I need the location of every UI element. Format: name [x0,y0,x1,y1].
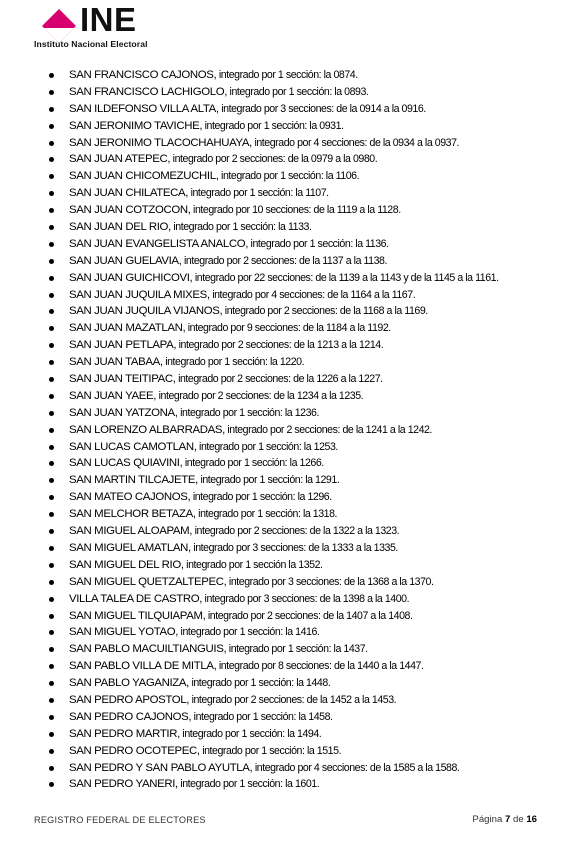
bullet-icon [49,766,54,771]
municipality-name: SAN PEDRO APOSTOL, [69,693,190,706]
list-item [46,422,566,439]
section-detail: integrado por 3 secciones: de la 1368 a la 1370. [226,575,434,588]
list-item [46,709,566,726]
municipality-name: SAN JUAN GUELAVIA, [69,254,182,267]
section-detail: integrado por 9 secciones: de la 1184 a la 1192. [185,322,391,335]
bullet-icon [49,529,54,534]
list-item [46,455,566,472]
list-item [46,236,566,253]
municipality-name: SAN LUCAS CAMOTLAN, [69,440,197,453]
section-detail: integrado por 2 secciones: de la 1213 a la 1214. [176,339,384,352]
municipality-name: SAN PEDRO Y SAN PABLO AYUTLA, [69,761,253,774]
bullet-icon [49,647,54,652]
list-item [46,506,566,523]
list-item [46,101,566,118]
bullet-icon [49,782,54,787]
list-item [46,320,566,337]
page-number [472,814,537,825]
list-item [46,726,566,743]
page-of: de [512,814,524,825]
logo-wordmark: INE [80,1,137,38]
municipality-name: SAN JUAN JUQUILA MIXES, [69,288,210,301]
list-item [46,591,566,608]
section-detail: integrado por 2 secciones: de la 1168 a la 1169. [222,305,428,318]
bullet-icon [49,90,54,95]
municipality-list [46,67,566,793]
list-item [46,168,566,185]
section-detail: integrado por 1 sección: la 1601. [177,778,320,791]
section-detail: integrado por 1 sección: la 1236. [177,406,319,419]
bullet-icon [49,664,54,669]
section-detail: integrado por 1 sección: la 0893. [227,85,369,98]
bullet-icon [49,73,54,78]
section-detail: integrado por 1 sección: la 1318. [195,508,338,521]
municipality-name: VILLA TALEA DE CASTRO, [69,592,203,605]
municipality-name: SAN PABLO YAGANIZA, [69,677,189,690]
bullet-icon [49,124,54,129]
list-item [46,287,566,304]
list-item [46,574,566,591]
page-current: 7 [504,814,511,825]
section-detail: integrado por 1 sección: la 0874. [216,69,358,81]
section-detail: integrado por 2 secciones: de la 1241 a la 1242. [224,423,432,436]
bullet-icon [49,563,54,568]
bullet-icon [49,141,54,146]
section-detail: integrado por 2 secciones: de la 1226 a la 1227. [175,373,383,386]
list-item [46,337,566,354]
section-detail: integrado por 1 sección: la 1291. [197,474,340,487]
list-item [46,202,566,219]
section-detail: integrado por 1 sección: la 1220. [162,356,305,369]
municipality-name: SAN JUAN CHICOMEZUCHIL, [69,170,219,183]
municipality-name: SAN PEDRO OCOTEPEC, [69,744,200,757]
municipality-name: SAN LUCAS QUIAVINI, [69,457,183,470]
bullet-icon [49,309,54,314]
municipality-name: SAN PABLO VILLA DE MITLA, [69,660,217,673]
list-item [46,219,566,236]
bullet-icon [49,681,54,686]
page-total: 16 [526,814,537,825]
section-detail: integrado por 1 sección: la 1266. [182,457,324,470]
list-item [46,371,566,388]
municipality-name: SAN FRANCISCO CAJONOS, [69,69,217,81]
municipality-name: SAN FRANCISCO LACHIGOLO, [69,85,228,98]
list-item [46,67,566,84]
municipality-name: SAN PABLO MACUILTIANGUIS, [69,643,227,656]
bullet-icon [49,732,54,737]
bullet-icon [49,630,54,635]
municipality-name: SAN MELCHOR BETAZA, [69,508,196,521]
bullet-icon [49,546,54,551]
bullet-icon [49,242,54,247]
logo-subtitle: Instituto Nacional Electoral [34,39,148,49]
municipality-name: SAN JUAN PETLAPA, [69,339,177,352]
list-item [46,354,566,371]
list-item [46,675,566,692]
municipality-name: SAN JUAN YAEE, [69,389,157,402]
list-item [46,489,566,506]
section-detail: integrado por 2 secciones: de la 1407 a la 1408. [205,609,413,622]
municipality-name: SAN JUAN COTZOCON, [69,204,191,217]
section-detail: integrado por 3 secciones: de la 1333 a la 1335. [190,541,398,554]
list-item [46,557,566,574]
section-detail: integrado por 2 secciones: de la 1234 a la 1235. [156,389,364,402]
bullet-icon [49,580,54,585]
municipality-name: SAN ILDEFONSO VILLA ALTA, [69,102,219,115]
municipality-name: SAN JUAN TEITIPAC, [69,373,176,386]
municipality-name: SAN JUAN DEL RIO, [69,221,171,234]
municipality-name: SAN MIGUEL TILQUIAPAM, [69,609,206,622]
list-item [46,472,566,489]
municipality-name: SAN JUAN MAZATLAN, [69,322,186,335]
section-detail: integrado por 1 sección: la 1107. [188,187,329,200]
municipality-name: SAN JERONIMO TAVICHE, [69,119,203,132]
page-word: Página [472,814,503,825]
bullet-icon [49,276,54,281]
bullet-icon [49,749,54,754]
list-item [46,523,566,540]
section-detail: integrado por 1 sección: la 1296. [190,491,332,504]
section-detail: integrado por 1 sección la 1352. [183,558,323,571]
bullet-icon [49,107,54,112]
municipality-name: SAN JUAN CHILATECA, [69,187,189,200]
section-detail: integrado por 1 sección: la 1494. [179,727,322,740]
section-detail: integrado por 2 secciones: de la 1137 a la 1138. [181,254,387,267]
bullet-icon [49,614,54,619]
municipality-name: SAN MARTIN TILCAJETE, [69,474,198,487]
municipality-name: SAN JUAN EVANGELISTA ANALCO, [69,237,249,250]
bullet-icon [49,377,54,382]
list-item [46,692,566,709]
bullet-icon [49,225,54,230]
bullet-icon [49,326,54,331]
bullet-icon [49,597,54,602]
list-item [46,641,566,658]
list-item [46,84,566,101]
municipality-name: SAN MIGUEL YOTAO, [69,626,179,639]
footer-organization: REGISTRO FEDERAL DE ELECTORES [34,815,206,825]
section-detail: integrado por 1 sección: la 1437. [226,643,368,656]
bullet-icon [49,157,54,162]
bullet-icon [49,191,54,196]
list-item [46,540,566,557]
municipality-name: SAN MIGUEL DEL RIO, [69,558,184,571]
municipality-name: SAN LORENZO ALBARRADAS, [69,423,225,436]
section-detail: integrado por 2 secciones: de la 0979 a la 0980. [170,153,378,166]
list-item [46,776,566,793]
list-item [46,439,566,456]
municipality-name: SAN JUAN JUQUILA VIJANOS, [69,305,223,318]
list-item [46,624,566,641]
bullet-icon [49,495,54,500]
section-detail: integrado por 2 secciones: de la 1452 a la 1453. [189,693,397,706]
bullet-icon [49,259,54,264]
municipality-name: SAN PEDRO MARTIR, [69,727,180,740]
section-detail: integrado por 8 secciones: de la 1440 a la 1447. [216,660,424,673]
bullet-icon [49,698,54,703]
section-detail: integrado por 1 sección: la 1136. [248,237,389,250]
section-detail: integrado por 1 sección: la 1253. [196,440,338,453]
municipality-name: SAN PEDRO YANERI, [69,778,178,791]
bullet-icon [49,445,54,450]
section-detail: integrado por 10 secciones: de la 1119 a la 1128. [190,204,401,217]
bullet-icon [49,512,54,517]
list-item [46,270,566,287]
municipality-name: SAN MIGUEL AMATLAN, [69,541,191,554]
municipality-name: SAN JUAN YATZONA, [69,406,178,419]
bullet-icon [49,411,54,416]
municipality-name: SAN PEDRO CAJONOS, [69,710,192,723]
section-detail: integrado por 1 sección: la 1458. [191,710,333,723]
bullet-icon [49,478,54,483]
list-item [46,303,566,320]
bullet-icon [49,428,54,433]
bullet-icon [49,208,54,213]
list-item [46,118,566,135]
header-logo [34,1,194,50]
municipality-name: SAN JUAN GUICHICOVI, [69,271,193,284]
section-detail: integrado por 22 secciones: de la 1139 a la 1143 y de la 1145 a la 1161. [192,271,499,284]
list-item [46,135,566,152]
list-item [46,405,566,422]
bullet-icon [49,293,54,298]
list-item [46,760,566,777]
section-detail: integrado por 4 secciones: de la 0934 a la 0937. [251,136,460,149]
list-item [46,388,566,405]
bullet-icon [49,394,54,399]
municipality-name: SAN MIGUEL ALOAPAM, [69,525,193,538]
section-detail: integrado por 1 sección: la 1515. [199,744,342,757]
section-detail: integrado por 1 sección: la 1106. [218,170,360,183]
municipality-name: SAN JUAN TABAA, [69,356,163,369]
bullet-icon [49,461,54,466]
municipality-name: SAN MATEO CAJONOS, [69,491,191,504]
list-item [46,608,566,625]
section-detail: integrado por 2 secciones: de la 1322 a la 1323. [192,525,400,538]
bullet-icon [49,174,54,179]
list-item [46,253,566,270]
section-detail: integrado por 3 secciones: de la 0914 a la 0916. [218,102,426,115]
bullet-icon [49,360,54,365]
section-detail: integrado por 1 sección: la 0931. [202,119,344,132]
bullet-icon [49,343,54,348]
bullet-icon [49,715,54,720]
list-item [46,185,566,202]
municipality-name: SAN JERONIMO TLACOCHAHUAYA, [69,136,252,149]
section-detail: integrado por 1 sección: la 1448. [188,677,331,690]
section-detail: integrado por 1 sección: la 1416. [178,626,320,639]
municipality-name: SAN JUAN ATEPEC, [69,153,171,166]
section-detail: integrado por 4 secciones: de la 1585 a la 1588. [252,761,460,774]
list-item [46,658,566,675]
section-detail: integrado por 3 secciones: de la 1398 a la 1400. [202,592,410,605]
list-item [46,743,566,760]
section-detail: integrado por 1 sección: la 1133. [170,221,312,234]
section-detail: integrado por 4 secciones: de la 1164 a la 1167. [209,288,416,301]
list-item [46,151,566,168]
municipality-name: SAN MIGUEL QUETZALTEPEC, [69,575,227,588]
